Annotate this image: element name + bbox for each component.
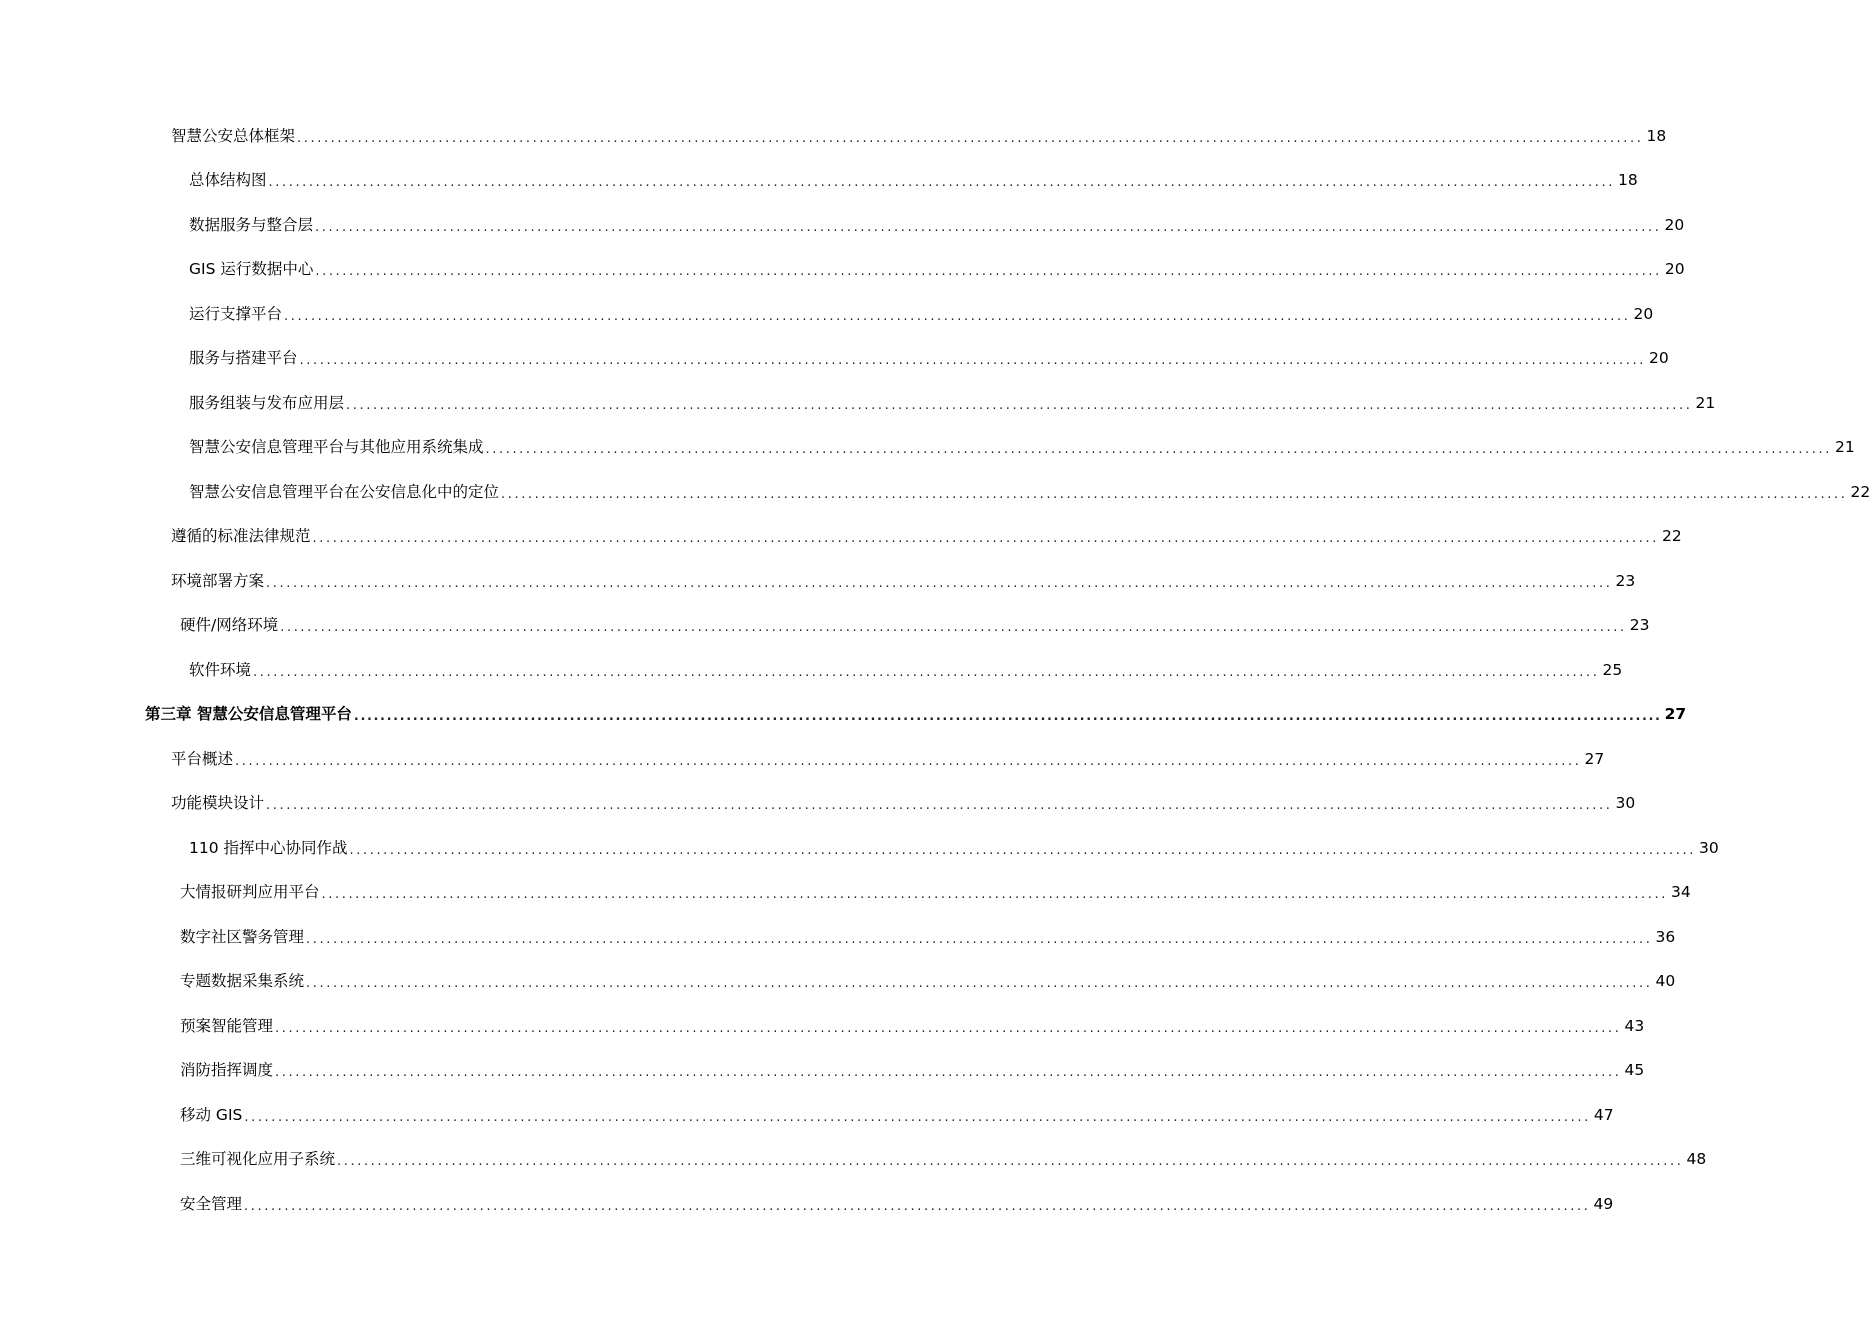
- toc-entry-title: 消防指挥调度: [180, 1061, 274, 1079]
- dot-leader: ........................................................................................................................................................................................................: [297, 130, 1644, 146]
- toc-entry-page-number: 23: [1629, 616, 1650, 634]
- toc-entry-page-number: 27: [1664, 705, 1687, 723]
- dot-leader: ........................................................................................................................................................................................................: [244, 1198, 1591, 1214]
- toc-chapter-entry[interactable]: [0, 693, 1687, 738]
- toc-entry-page-number: 23: [1615, 571, 1636, 590]
- toc-entry-page-number: 30: [1698, 838, 1719, 857]
- toc-entry-page-number: 22: [1850, 482, 1870, 501]
- toc-entry[interactable]: [0, 604, 1650, 649]
- dot-leader: ........................................................................................................................................................................................................: [275, 1020, 1622, 1036]
- dot-leader: ........................................................................................................................................................................................................: [299, 353, 1646, 369]
- toc-entry-title: 遵循的标准法律规范: [171, 527, 311, 545]
- toc-entry-title: 专题数据采集系统: [180, 972, 305, 990]
- dot-leader: ........................................................................................................................................................................................................: [312, 531, 1659, 547]
- toc-entry-title: 移动 GIS: [180, 1105, 243, 1124]
- toc-entry-title: 环境部署方案: [171, 571, 265, 590]
- toc-entry[interactable]: [0, 871, 1691, 916]
- dot-leader: ........................................................................................................................................................................................................: [235, 753, 1582, 769]
- dot-leader: ........................................................................................................................................................................................................: [353, 709, 1662, 725]
- dot-leader: ........................................................................................................................................................................................................: [280, 620, 1627, 636]
- toc-entry-title: 功能模块设计: [171, 794, 265, 812]
- toc-entry-title: 硬件/网络环境: [180, 616, 279, 634]
- toc-entry-page-number: 20: [1648, 349, 1669, 367]
- toc-entry-title: 预案智能管理: [180, 1016, 274, 1035]
- dot-leader: ........................................................................................................................................................................................................: [253, 664, 1600, 680]
- toc-entry[interactable]: [0, 737, 1605, 782]
- dot-leader: ........................................................................................................................................................................................................: [346, 397, 1693, 413]
- toc-entry-page-number: 22: [1661, 527, 1682, 545]
- toc-entry-page-number: 47: [1593, 1105, 1614, 1124]
- toc-entry[interactable]: [0, 470, 1870, 515]
- toc-entry-title: GIS 运行数据中心: [189, 260, 314, 278]
- toc-entry[interactable]: [0, 1093, 1614, 1138]
- toc-entry-title: 服务与搭建平台: [189, 349, 298, 367]
- toc-entry-page-number: 36: [1655, 927, 1676, 946]
- toc-entry-title: 智慧公安信息管理平台与其他应用系统集成: [189, 438, 484, 456]
- toc-entry-page-number: 30: [1615, 794, 1636, 812]
- dot-leader: ........................................................................................................................................................................................................: [337, 1154, 1684, 1170]
- toc-entry[interactable]: [0, 114, 1667, 159]
- toc-entry[interactable]: [0, 648, 1623, 693]
- dot-leader: ........................................................................................................................................................................................................: [315, 264, 1662, 280]
- dot-leader: ........................................................................................................................................................................................................: [485, 442, 1832, 458]
- toc-entry-page-number: 18: [1617, 171, 1638, 189]
- toc-entry-title: 安全管理: [180, 1194, 243, 1213]
- dot-leader: ........................................................................................................................................................................................................: [321, 887, 1668, 903]
- toc-entry[interactable]: [0, 515, 1682, 560]
- toc-entry[interactable]: [0, 337, 1669, 382]
- toc-entry[interactable]: [0, 1004, 1645, 1049]
- toc-entry[interactable]: [0, 1138, 1707, 1183]
- toc-entry-page-number: 21: [1834, 438, 1855, 456]
- toc-entry[interactable]: [0, 960, 1676, 1005]
- toc-entry-page-number: 45: [1624, 1061, 1645, 1079]
- toc-entry-title: 软件环境: [189, 660, 252, 679]
- toc-entry[interactable]: [0, 915, 1676, 960]
- toc-entry[interactable]: [0, 292, 1654, 337]
- toc-entry[interactable]: [0, 203, 1685, 248]
- toc-entry-page-number: 20: [1633, 304, 1654, 323]
- toc-entry-title: 智慧公安总体框架: [171, 126, 296, 145]
- dot-leader: ........................................................................................................................................................................................................: [266, 798, 1613, 814]
- toc-entry[interactable]: [0, 559, 1636, 604]
- toc-entry[interactable]: [0, 782, 1636, 827]
- toc-entry-page-number: 43: [1624, 1016, 1645, 1035]
- toc-entry[interactable]: [0, 1182, 1614, 1227]
- toc-entry-title: 大情报研判应用平台: [180, 883, 320, 901]
- toc-entry-title: 平台概述: [171, 749, 234, 768]
- toc-entry-title: 智慧公安信息管理平台在公安信息化中的定位: [189, 482, 500, 501]
- toc-entry[interactable]: [0, 381, 1716, 426]
- dot-leader: ........................................................................................................................................................................................................: [284, 308, 1631, 324]
- toc-entry-title: 第三章 智慧公安信息管理平台: [145, 705, 352, 723]
- toc-entry-title: 三维可视化应用子系统: [180, 1150, 336, 1168]
- toc-entry[interactable]: [0, 1049, 1645, 1094]
- toc-entry[interactable]: [0, 426, 1855, 471]
- dot-leader: ........................................................................................................................................................................................................: [501, 486, 1848, 502]
- toc-entry-page-number: 49: [1593, 1194, 1614, 1213]
- dot-leader: ........................................................................................................................................................................................................: [244, 1109, 1591, 1125]
- toc-entry[interactable]: [0, 826, 1719, 871]
- dot-leader: ........................................................................................................................................................................................................: [306, 976, 1653, 992]
- toc-entry-page-number: 21: [1695, 393, 1716, 412]
- toc-entry-page-number: 27: [1584, 749, 1605, 768]
- toc-entry-title: 数据服务与整合层: [189, 215, 314, 234]
- toc-entry-title: 运行支撑平台: [189, 304, 283, 323]
- toc-entry-title: 数字社区警务管理: [180, 927, 305, 946]
- dot-leader: ........................................................................................................................................................................................................: [306, 931, 1653, 947]
- toc-entry-page-number: 18: [1646, 126, 1667, 145]
- dot-leader: ........................................................................................................................................................................................................: [315, 219, 1662, 235]
- dot-leader: ........................................................................................................................................................................................................: [349, 842, 1696, 858]
- toc-entry-title: 服务组装与发布应用层: [189, 393, 345, 412]
- toc-entry-title: 总体结构图: [189, 171, 267, 189]
- toc-entry-page-number: 20: [1664, 260, 1685, 278]
- toc-entry-page-number: 34: [1670, 883, 1691, 901]
- dot-leader: ........................................................................................................................................................................................................: [275, 1065, 1622, 1081]
- table-of-contents: [0, 114, 1870, 1227]
- toc-entry-page-number: 25: [1602, 660, 1623, 679]
- toc-entry[interactable]: [0, 248, 1685, 293]
- toc-entry[interactable]: [0, 159, 1638, 204]
- dot-leader: ........................................................................................................................................................................................................: [266, 575, 1613, 591]
- toc-entry-page-number: 48: [1686, 1150, 1707, 1168]
- toc-entry-page-number: 20: [1664, 215, 1685, 234]
- toc-entry-title: 110 指挥中心协同作战: [189, 838, 348, 857]
- dot-leader: ........................................................................................................................................................................................................: [268, 175, 1615, 191]
- toc-entry-page-number: 40: [1655, 972, 1676, 990]
